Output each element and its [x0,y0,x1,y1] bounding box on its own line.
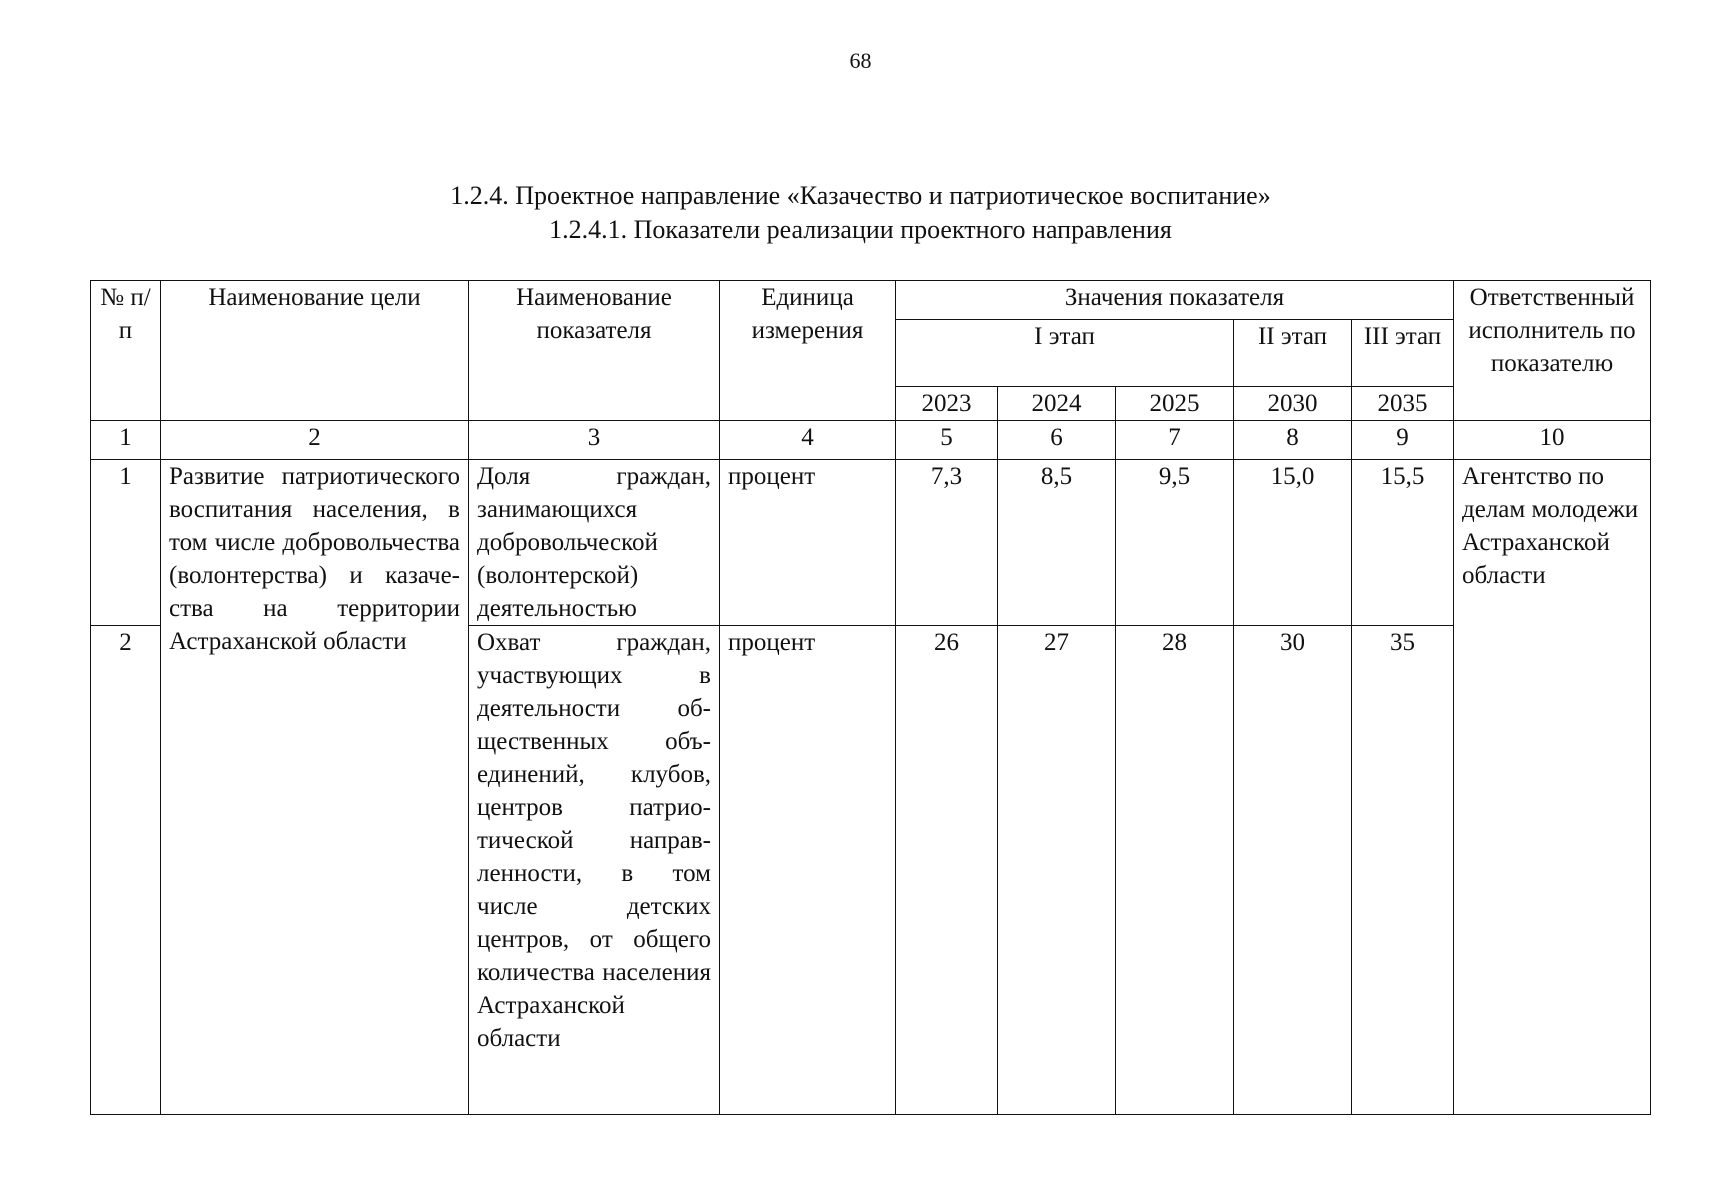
value-2023: 7,3 [896,460,998,626]
page-number: 68 [849,48,872,73]
row-number: 1 [91,460,161,626]
goal-cell: Развитие патриотического воспитания населения, в том числе добровольчества (волонтерства) и казачества на территории Астраханской области [161,460,469,1115]
column-numbers-row [91,421,1651,460]
column-number: 10 [1454,421,1651,460]
value-2023: 26 [896,626,998,1115]
header-unit: Единица измерения [720,281,896,421]
column-number: 8 [1234,421,1352,460]
year-2025: 2025 [1116,387,1234,421]
column-number: 6 [998,421,1116,460]
year-2035: 2035 [1352,387,1454,421]
header-goal: Наименование цели [161,281,469,421]
value-2030: 30 [1234,626,1352,1115]
value-2024: 8,5 [998,460,1116,626]
indicators-table [90,280,1651,1115]
column-number: 7 [1116,421,1234,460]
header-num: № п/п [91,281,161,421]
column-number: 4 [720,421,896,460]
indicator-cell: Охват граждан, участвующих в деятельности общественных объединений, клубов, центров патриотической направленности, в том числе детских центров, от общего количества населения Астраханской области [469,626,720,1115]
column-number: 1 [91,421,161,460]
year-2024: 2024 [998,387,1116,421]
header-responsible: Ответственный исполнитель по показателю [1454,281,1651,421]
value-2035: 35 [1352,626,1454,1115]
indicator-cell: Доля граждан, занимающихся добровольческой (волонтерской) деятельностью [469,460,720,626]
column-number: 2 [161,421,469,460]
header-stage-3: III этап [1352,320,1454,387]
unit-cell: процент [720,460,896,626]
year-2030: 2030 [1234,387,1352,421]
value-2025: 28 [1116,626,1234,1115]
section-subtitle: 1.2.4.1. Показатели реализации проектного направления [549,215,1172,244]
header-stage-2: II этап [1234,320,1352,387]
header-stage-1: I этап [896,320,1234,387]
column-number: 9 [1352,421,1454,460]
column-number: 3 [469,421,720,460]
unit-cell: процент [720,626,896,1115]
value-2024: 27 [998,626,1116,1115]
section-title: 1.2.4. Проектное направление «Казачество и патриотическое воспитание» [450,181,1271,210]
responsible-cell: Агентство по делам молодежи Астраханской области [1454,460,1651,1115]
year-2023: 2023 [896,387,998,421]
value-2025: 9,5 [1116,460,1234,626]
row-number: 2 [91,626,161,1115]
header-indicator: Наименование показателя [469,281,720,421]
header-values: Значения показателя [896,281,1454,320]
table-row [91,460,1651,626]
column-number: 5 [896,421,998,460]
value-2030: 15,0 [1234,460,1352,626]
value-2035: 15,5 [1352,460,1454,626]
